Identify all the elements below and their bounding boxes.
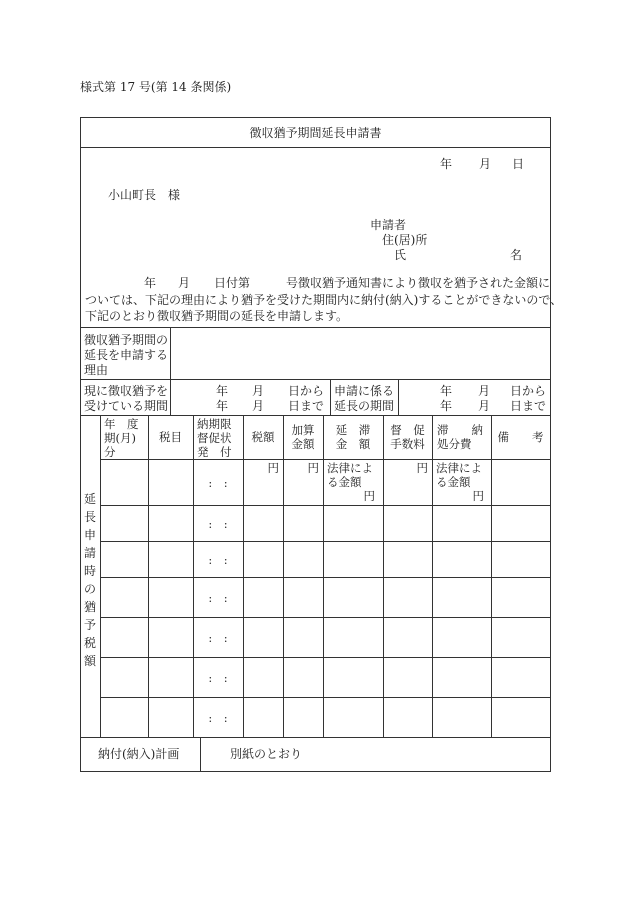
requested-from-day: 日から — [510, 384, 547, 398]
current-period-label: 現に徴収猶予を — [84, 384, 169, 398]
side-char: 長 — [83, 510, 96, 524]
header-disposal-fee-line: 処分費 — [437, 437, 472, 451]
body-line2: ついては、下記の理由により猶予を受けた期間内に納付(納入)することができないので、 — [85, 293, 563, 307]
reason-label-line: 理由 — [84, 363, 109, 377]
requested-period-label: 申請に係る — [334, 384, 395, 398]
due-colon: : : — [208, 553, 228, 567]
table-side-label — [83, 490, 97, 670]
header-disposal-fee — [437, 423, 491, 451]
additional-yen: 円 — [307, 461, 319, 475]
header-tax-item: 税目 — [159, 430, 182, 444]
date-month: 月 — [479, 157, 492, 171]
requested-period-label: 延長の期間 — [334, 399, 395, 413]
due-colon: : : — [208, 671, 228, 685]
header-demand-fee-line: 督 促 — [390, 423, 425, 437]
applicant-name-label-1: 氏 — [394, 248, 407, 262]
legal-amount-line: 法律によ — [436, 461, 482, 475]
side-char: 時 — [83, 564, 96, 578]
requested-to-month: 月 — [478, 399, 491, 413]
side-char: 予 — [83, 618, 96, 632]
body-date: 日付第 — [214, 276, 251, 290]
side-char: 額 — [83, 654, 96, 668]
side-char: 猶 — [83, 600, 96, 614]
current-from-year: 年 — [216, 384, 229, 398]
applicant-address-label: 住(居)所 — [382, 233, 428, 247]
payment-plan-label: 納付(納入)計画 — [98, 747, 180, 761]
header-delinquency — [323, 423, 383, 451]
legal-amount-line: る金額 — [327, 475, 362, 489]
form-title: 徴収猶予期間延長申請書 — [249, 126, 382, 140]
header-disposal-fee-line: 滞 納 — [437, 423, 483, 437]
side-char: 申 — [83, 528, 96, 542]
side-char: 請 — [83, 546, 96, 560]
tax-amount-yen: 円 — [267, 461, 279, 475]
header-demand-fee — [383, 423, 432, 451]
current-to-day: 日まで — [288, 399, 325, 413]
header-remarks: 備 考 — [497, 430, 544, 444]
body-line3: 下記のとおり徴収猶予期間の延長を申請します。 — [85, 309, 349, 323]
side-char: 延 — [83, 492, 96, 506]
payment-plan-value: 別紙のとおり — [230, 747, 303, 761]
form-number: 様式第 17 号(第 14 条関係) — [80, 80, 232, 94]
body-line1-rest: 号徴収猶予通知書により徴収を猶予された金額に — [286, 276, 551, 290]
current-to-month: 月 — [252, 399, 265, 413]
requested-to-day: 日まで — [510, 399, 547, 413]
due-colon: : : — [208, 517, 228, 531]
legal-amount-yen: 円 — [363, 489, 375, 503]
header-due-line: 納期限 — [197, 417, 232, 431]
current-from-month: 月 — [252, 384, 265, 398]
body-year: 年 — [144, 276, 157, 290]
header-due — [197, 417, 243, 459]
applicant-name-label-2: 名 — [510, 248, 523, 262]
current-from-day: 日から — [288, 384, 325, 398]
header-due-line: 督促状 — [197, 431, 232, 445]
side-char: の — [83, 582, 96, 596]
addressee: 小山町長 様 — [108, 188, 181, 202]
legal-amount-yen: 円 — [472, 489, 484, 503]
requested-from-year: 年 — [440, 384, 453, 398]
body-month: 月 — [178, 276, 191, 290]
legal-amount-line: 法律によ — [327, 461, 373, 475]
disposal-legal — [436, 461, 490, 503]
current-period-label: 受けている期間 — [84, 399, 169, 413]
reason-label-line: 延長を申請する — [84, 348, 169, 362]
delinquency-legal — [327, 461, 381, 503]
header-tax-amount: 税額 — [251, 430, 275, 444]
header-year — [104, 417, 146, 459]
applicant-label: 申請者 — [370, 218, 407, 232]
demand-fee-yen: 円 — [416, 461, 428, 475]
header-additional-line: 金額 — [291, 437, 315, 451]
header-additional-line: 加算 — [291, 423, 315, 437]
reason-label-line: 徴収猶予期間の — [84, 333, 169, 347]
due-colon: : : — [208, 476, 228, 490]
header-delinquency-line: 延 滞 — [335, 423, 371, 437]
requested-to-year: 年 — [440, 399, 453, 413]
header-delinquency-line: 金 額 — [335, 437, 371, 451]
date-day: 日 — [512, 157, 525, 171]
header-year-line: 年 度 — [104, 417, 139, 431]
header-year-line: 分 — [104, 445, 116, 459]
due-colon: : : — [208, 711, 228, 725]
due-colon: : : — [208, 591, 228, 605]
header-due-line: 発 付 — [197, 445, 232, 459]
due-colon: : : — [208, 631, 228, 645]
header-additional — [283, 423, 323, 451]
legal-amount-line: る金額 — [436, 475, 471, 489]
side-char: 税 — [83, 636, 96, 650]
requested-from-month: 月 — [478, 384, 491, 398]
header-year-line: 期(月) — [104, 431, 136, 445]
date-year: 年 — [440, 157, 453, 171]
current-to-year: 年 — [216, 399, 229, 413]
header-demand-fee-line: 手数料 — [390, 437, 425, 451]
